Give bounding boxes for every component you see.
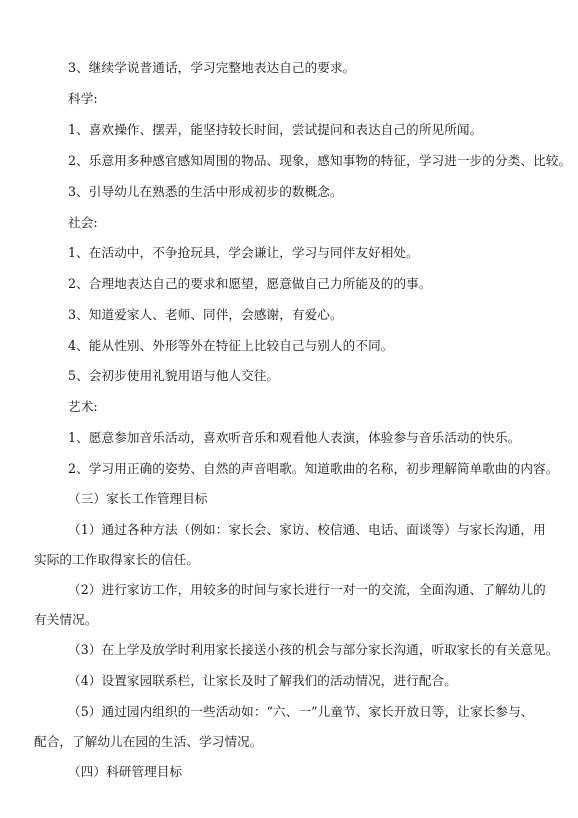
science-item-3: 3、引导幼儿在熟悉的生活中形成初步的数概念。	[68, 184, 343, 199]
society-item-4: 4、能从性别、外形等外在特征上比较自己与别人的不同。	[68, 338, 394, 353]
society-item-5: 5、会初步使用礼貌用语与他人交往。	[68, 368, 280, 383]
art-heading: 艺术:	[68, 399, 98, 414]
section-3-item-2: （2）进行家访工作，用较多的时间与家长进行一对一的交流，全面沟通、了解幼儿的有关情况。	[34, 582, 546, 627]
art-item-1: 1、愿意参加音乐活动，喜欢听音乐和观看他人表演，体验参与音乐活动的快乐。	[68, 430, 521, 445]
language-item-3: 3、继续学说普通话，学习完整地表达自己的要求。	[68, 60, 356, 75]
society-item-2: 2、合理地表达自己的要求和愿望，愿意做自己力所能及的的事。	[68, 276, 432, 291]
section-3-item-3: （3）在上学及放学时利用家长接送小孩的机会与部分家长沟通，听取家长的有关意见。	[68, 642, 559, 657]
society-heading: 社会:	[68, 215, 98, 230]
section-3-item-5: （5）通过园内组织的一些活动如：“六、一”儿童节、家长开放日等，让家长参与、配合，了解幼儿在园的生活、学习情况。	[34, 704, 534, 749]
section-4-heading: （四）科研管理目标	[68, 764, 183, 779]
art-item-2: 2、学习用正确的姿势、自然的声音唱歌。知道歌曲的名称，初步理解简单歌曲的内容。	[68, 461, 559, 476]
section-3-heading: （三）家长工作管理目标	[68, 491, 208, 506]
society-item-3: 3、知道爱家人、老师、同伴，会感谢，有爱心。	[68, 307, 343, 322]
science-heading: 科学:	[68, 91, 98, 106]
section-3-item-4: （4）设置家园联系栏，让家长及时了解我们的活动情况，进行配合。	[68, 673, 457, 688]
section-3-item-1: （1）通过各种方法（例如：家长会、家访、校信通、电话、面谈等）与家长沟通，用实际的工作取得家长的信任。	[34, 522, 546, 567]
science-item-2: 2、乐意用多种感官感知周围的物品、现象，感知事物的特征，学习进一步的分类、比较。	[68, 153, 572, 168]
society-item-1: 1、在活动中，不争抢玩具，学会谦让，学习与同伴友好相处。	[68, 245, 419, 260]
science-item-1: 1、喜欢操作、摆弄，能坚持较长时间，尝试提问和表达自己的所见所闻。	[68, 122, 483, 137]
